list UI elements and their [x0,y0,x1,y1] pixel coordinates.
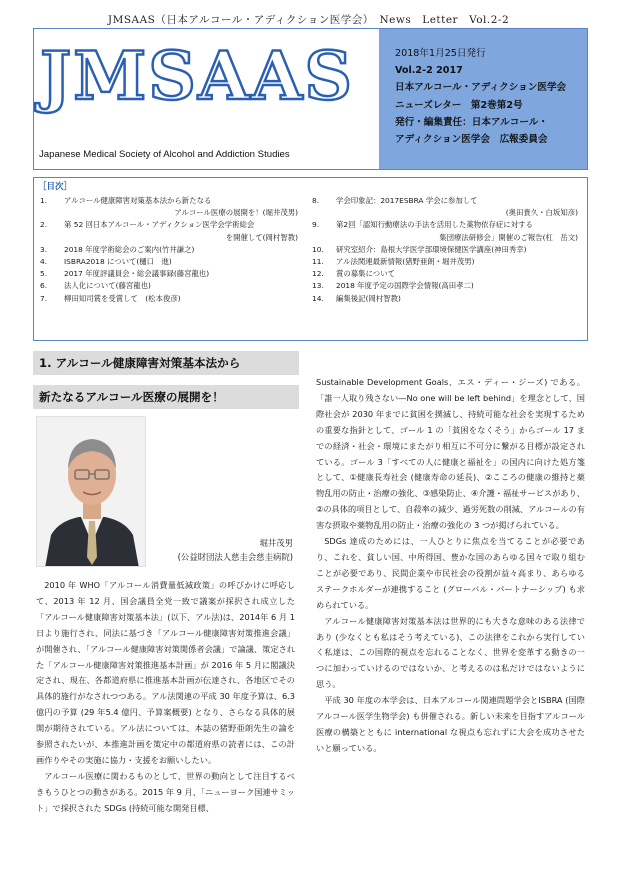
toc-item[interactable]: 5. 2017 年度評議員会・総会議事録(藤宮龍也) [40,269,210,279]
article-body-right-column [316,375,585,757]
issue-info-panel [379,29,587,169]
article-title-line-1: 1. アルコール健康障害対策基本法から [33,351,299,375]
toc-left-column [40,195,310,305]
body-paragraph: アルコール医療に関わるものとして、世界の動向として注目するべきもうひとつの動きがある。2015 年 9 月、「ニューヨーク国連サミット」で採択された SDGs (持続可能な開発目標、 [36,770,295,813]
issue-volume: Vol.2-2 2017 [395,65,463,77]
toc-item-continuation: 集団療法研修会」開催のご報告(杠 岳文) [439,232,578,242]
running-head: JMSAAS（日本アルコール・アディクション医学会） News Letter Vol.2-2 [107,14,510,26]
toc-item[interactable]: 13. 2018 年度予定の国際学会情報(高田孝二) [312,281,474,291]
publisher-society: 日本アルコール・アディクション医学会 [395,82,567,94]
body-paragraph: アルコール健康障害対策基本法は世界的にも大きな意味のある法律であり (少なくとも私はそう考えている)、この法律をこれから実行していく私達は、この国際的視点を忘れることなく、世界を変革する動きの一つに加わっていけるのではないか、と考えるのは私だけではないように思う。 [316,615,585,690]
toc-item-continuation: を開催して(岡村智教) [225,232,298,242]
author-affiliation: (公益財団法人慈圭会慈圭病院) [177,552,293,562]
author-byline [150,536,293,564]
article-title-line-2: 新たなるアルコール医療の展開を！ [33,385,299,409]
body-paragraph: 2010 年 WHO「アルコール消費量低減政策」の呼びかけに呼応して、2013 年 12 月、国会議員全党一致で議案が採択され成立した「アルコール健康障害対策基本法」(以下、アル法)は、2014年 6 月 1 日より施行され、同法に基づき「アルコール健康障害対策推進会議」が開催され、「アルコール健康障害対策関係者会議」で論議、策定された「アルコール健康障害対策推進基本計画」が 2016 年 5 月に閣議決定され、現在、各都道府県に推進基本計画が伝達され、各地区でその具体的施行がなされつつある。アル法関連の平成 30 年度予算は、6.3 億円の予算 (29 年5.4 億円、予算案概要) となり、さらなる具体的展開が期待されている。アル法については、本誌の猪野亜朗先生の論を参照されたいが、本推進計画を策定中の都道府県の読者には、この計画作りやその実施に協力・支援をお願いしたい。 [36,580,295,765]
masthead [33,28,588,170]
toc-item[interactable]: 12. 賞の募集について [312,269,395,279]
toc-item[interactable]: 7. 柳田知司賞を受賞して (松本俊彦) [40,293,181,303]
toc-item[interactable]: 11. アル法関連最新情報(猪野亜朗・堀井茂男) [312,256,475,266]
newsletter-number: ニューズレター 第2巻第2号 [395,99,523,111]
toc-item[interactable]: 1. アルコール健康障害対策基本法から新たなる [40,196,212,205]
body-paragraph: 平成 30 年度の本学会は、日本アルコール関連問題学会とISBRA (国際アルコール医学生物学会) も併催される。新しい未来を目指すアルコール医療の構築とともに international な視点も忘れずに大会を成功させたいと願っている。 [316,695,585,753]
masthead-logo-panel [34,29,379,169]
editor-line-1: 発行・編集責任：日本アルコール・ [395,116,548,128]
body-paragraph: Sustainable Development Goals、エス・ディー・ジーズ) である。「誰一人取り残さない—No one will be left behind」を理念として、国際社会が 2030 年までに貧困を撲滅し、持続可能な社会を実現するための重要な指針として、ゴール 1 の「貧困をなくそう」からゴール 17 までの経済・社会・環境にまたがり相互に不可分に繋がる目標が設定されている。ゴール 3「すべての人に健康と福祉を」の国内に向けた処方箋として、①健康長寿社会 (健康寿命の延長)、②こころの健康の維持と薬物乱用の防止・治療の強化、③感染防止、④介護・福祉サービスがあり、②の具体的項目として、自殺率の減少、過労死数の削減、アルコールの有害な摂取や薬物乱用の防止・治療の強化の 3 つが掲げられている。 [316,377,585,531]
toc-item-continuation: アルコール医療の展開を！(堀井茂男) [174,208,298,218]
toc-item[interactable]: 14. 編集後記(岡村智教) [312,293,401,303]
toc-item[interactable]: 3. 2018 年度学術総会のご案内(竹井謙之) [40,244,195,254]
toc-right-column [312,195,584,305]
toc-item[interactable]: 10. 研究室紹介：島根大学医学部環境保健医学講座(神田秀幸) [312,244,527,254]
portrait-illustration [37,417,146,567]
toc-item[interactable]: 4. ISBRA2018 について(樋口 進) [40,256,172,266]
newsletter-logo: JMSAAS [40,37,355,115]
article-body-left-column [36,578,295,817]
toc-item[interactable]: 9. 第2回「認知行動療法の手法を活用した薬物依存症に対する [312,220,533,230]
author-portrait [36,416,146,567]
toc-title: ［目次］ [38,182,73,192]
society-name: Japanese Medical Society of Alcohol and Addiction Studies [39,149,290,160]
editor-line-2: アディクション医学会 広報委員会 [395,134,548,146]
toc-item[interactable]: 2. 第 52 回日本アルコール・アディクション医学会学術総会 [40,220,255,230]
toc-item-continuation: (奥田貴久・白坂知彦) [505,208,578,218]
issue-date: 2018年1月25日発行 [395,48,486,59]
toc-item[interactable]: 8. 学会印象記：2017ESBRA 学会に参加して [312,196,478,205]
toc-item[interactable]: 6. 法人化について(藤宮龍也) [40,281,151,291]
body-paragraph: SDGs 達成のためには、一人ひとりに焦点を当てることが必要であり、これを、貧しい国、中所得国、豊かな国のあらゆる国々で取り組むことが必要であり、民間企業や市民社会の役割が益々高まり、あらゆるステークホルダーが連携すること (グローバル・パートナーシップ) も求められている。 [316,536,585,610]
author-name: 堀井茂男 [259,538,293,548]
table-of-contents [33,177,588,341]
